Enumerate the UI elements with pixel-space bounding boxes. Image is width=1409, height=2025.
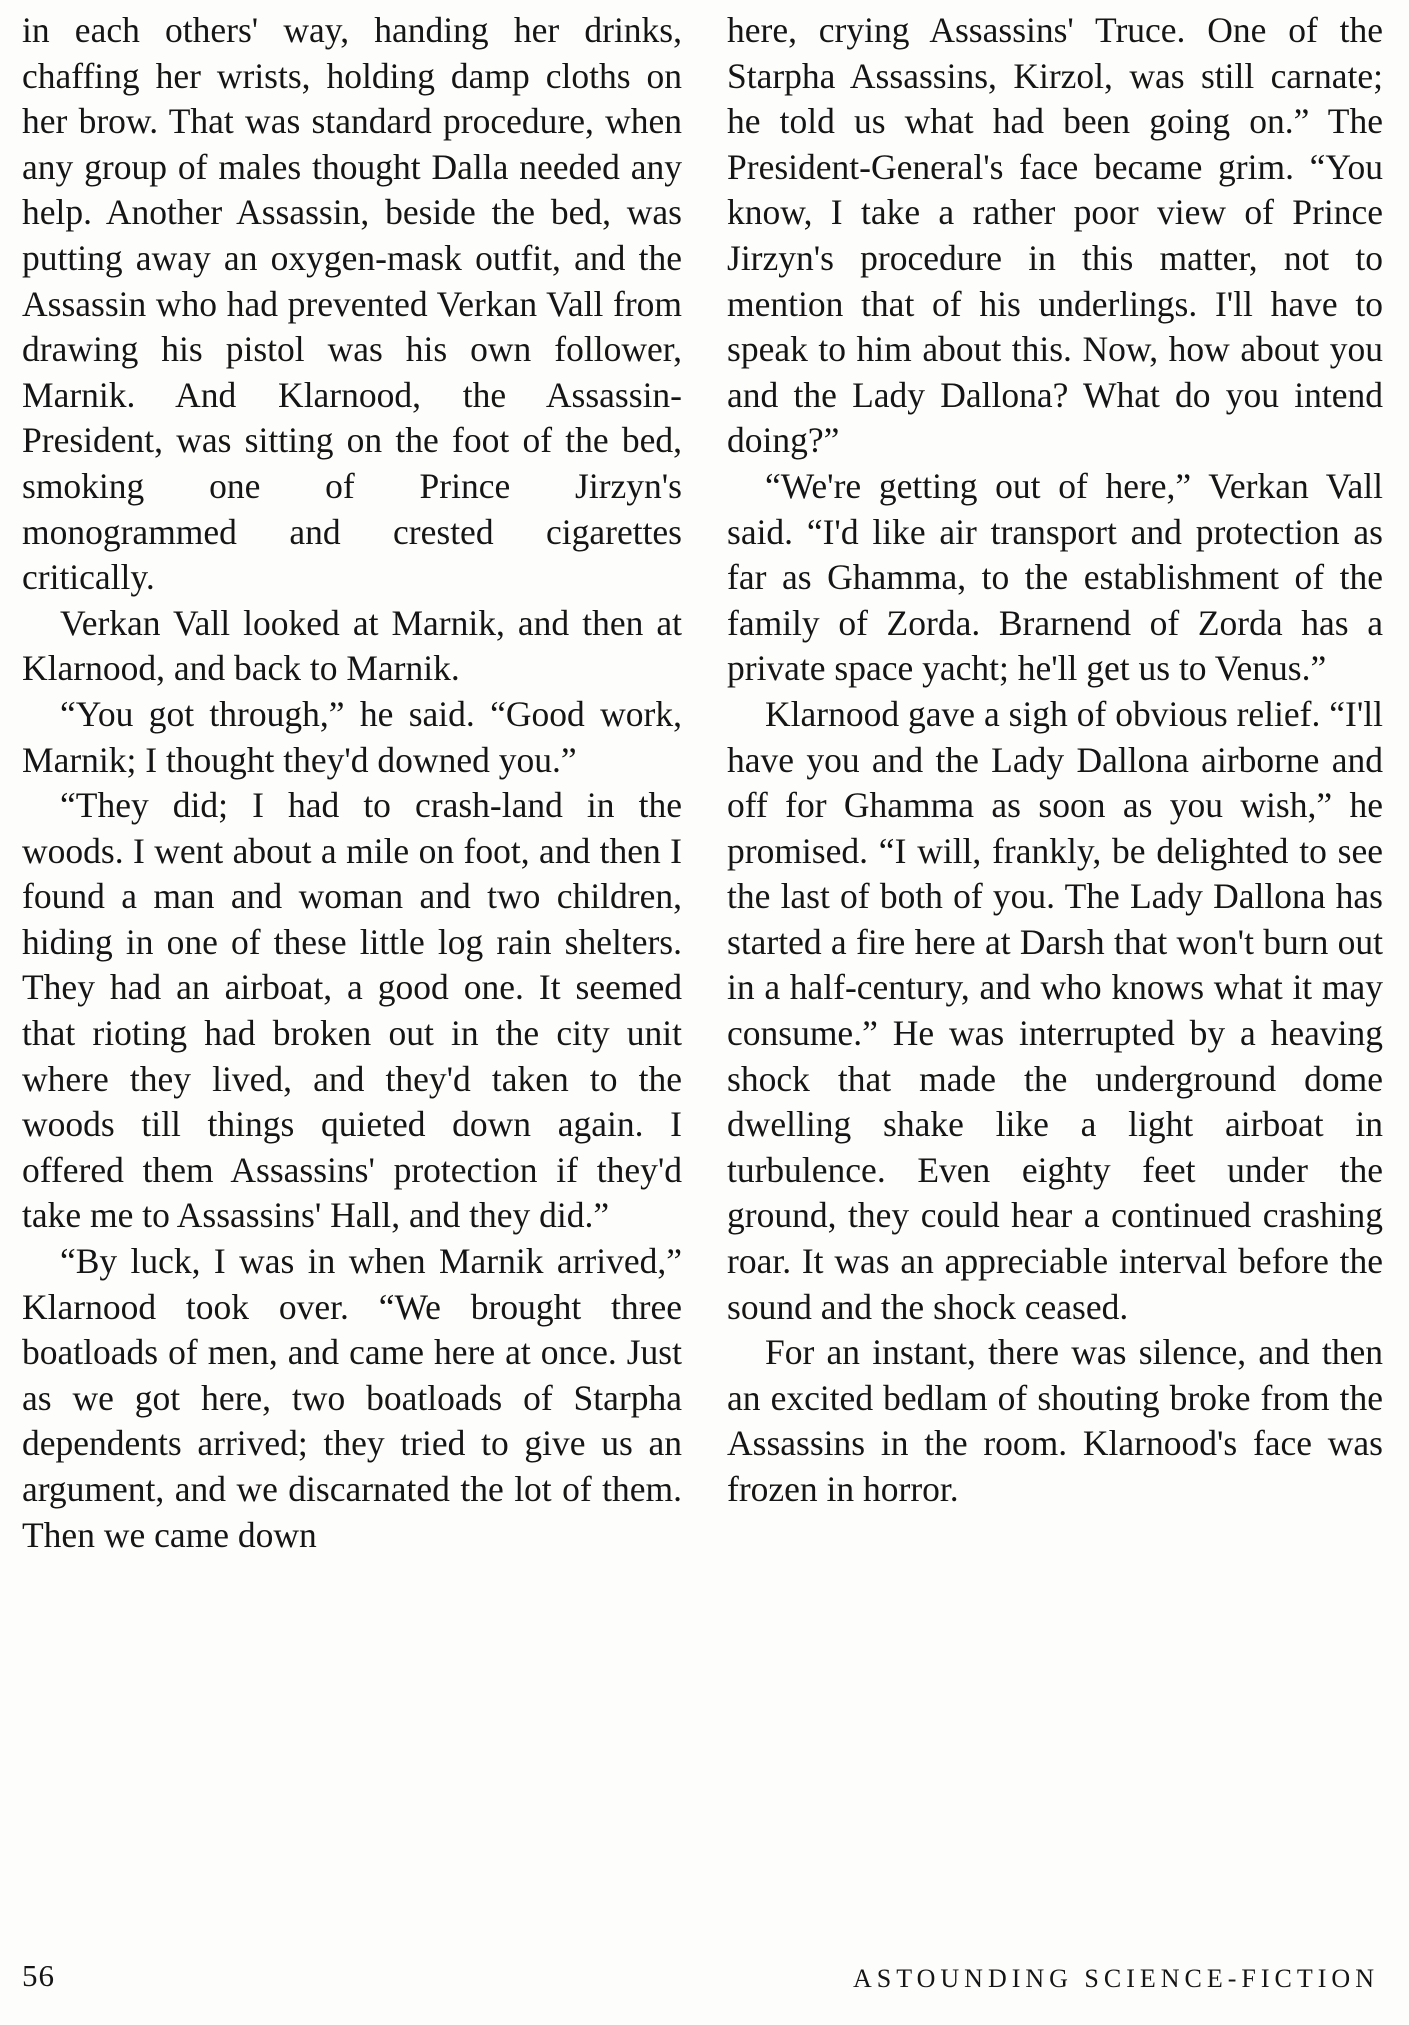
running-footer-title: ASTOUNDING SCIENCE-FICTION	[852, 1964, 1379, 1993]
paragraph: “By luck, I was in when Marnik arrived,” Klarnood took over. “We brought three boatloads of men, and came here at once. Just as we got here, two boatloads of Starpha dependents arrived; they tried to give us an argument, and we discarnated the lot of them. Then we came down	[22, 1241, 682, 1555]
page-number: 56	[22, 1958, 55, 1993]
paragraph: “We're getting out of here,” Verkan Vall said. “I'd like air transport and protection as far as Ghamma, to the establishment of the family of Zorda. Brarnend of Zorda has a private space yacht; he'll get us to Venus.”	[727, 465, 1383, 689]
left-column	[22, 8, 682, 1558]
paragraph: here, crying Assassins' Truce. One of the Starpha Assassins, Kirzol, was still carnate; he told us what had been going on.” The President-General's face became grim. “You know, I take a rather poor view of Prince Jirzyn's procedure in this matter, not to mention that of his underlings. I'll have to speak to him about this. Now, how about you and the Lady Dallona? What do you intend doing?”	[727, 10, 1383, 461]
paragraph: Verkan Vall looked at Marnik, and then at Klarnood, and back to Marnik.	[22, 602, 682, 689]
paragraph: “You got through,” he said. “Good work, Marnik; I thought they'd downed you.”	[22, 693, 682, 780]
paragraph: “They did; I had to crash-land in the woods. I went about a mile on foot, and then I found a man and woman and two children, hiding in one of these little log rain shelters. They had an airboat, a good one. It seemed that rioting had broken out in the city unit where they lived, and they'd taken to the woods till things quieted down again. I offered them Assassins' protection if they'd take me to Assassins' Hall, and they did.”	[22, 785, 682, 1236]
right-column	[727, 8, 1383, 1513]
paragraph: in each others' way, handing her drinks, chaffing her wrists, holding damp cloths on her brow. That was standard procedure, when any group of males thought Dalla needed any help. Another Assassin, beside the bed, was putting away an oxygen-mask outfit, and the Assassin who had prevented Verkan Vall from drawing his pistol was his own follower, Marnik. And Klarnood, the Assassin-President, was sitting on the foot of the bed, smoking one of Prince Jirzyn's monogrammed and crested cigarettes critically.	[22, 10, 682, 598]
paragraph: For an instant, there was silence, and then an excited bedlam of shouting broke from the Assassins in the room. Klarnood's face was frozen in horror.	[727, 1332, 1383, 1509]
paragraph: Klarnood gave a sigh of obvious relief. “I'll have you and the Lady Dallona airborne and off for Ghamma as soon as you wish,” he promised. “I will, frankly, be delighted to see the last of both of you. The Lady Dallona has started a fire here at Darsh that won't burn out in a half-century, and who knows what it may consume.” He was interrupted by a heaving shock that made the underground dome dwelling shake like a light airboat in turbulence. Even eighty feet under the ground, they could hear a continued crashing roar. It was an appreciable interval before the sound and the shock ceased.	[727, 693, 1383, 1327]
